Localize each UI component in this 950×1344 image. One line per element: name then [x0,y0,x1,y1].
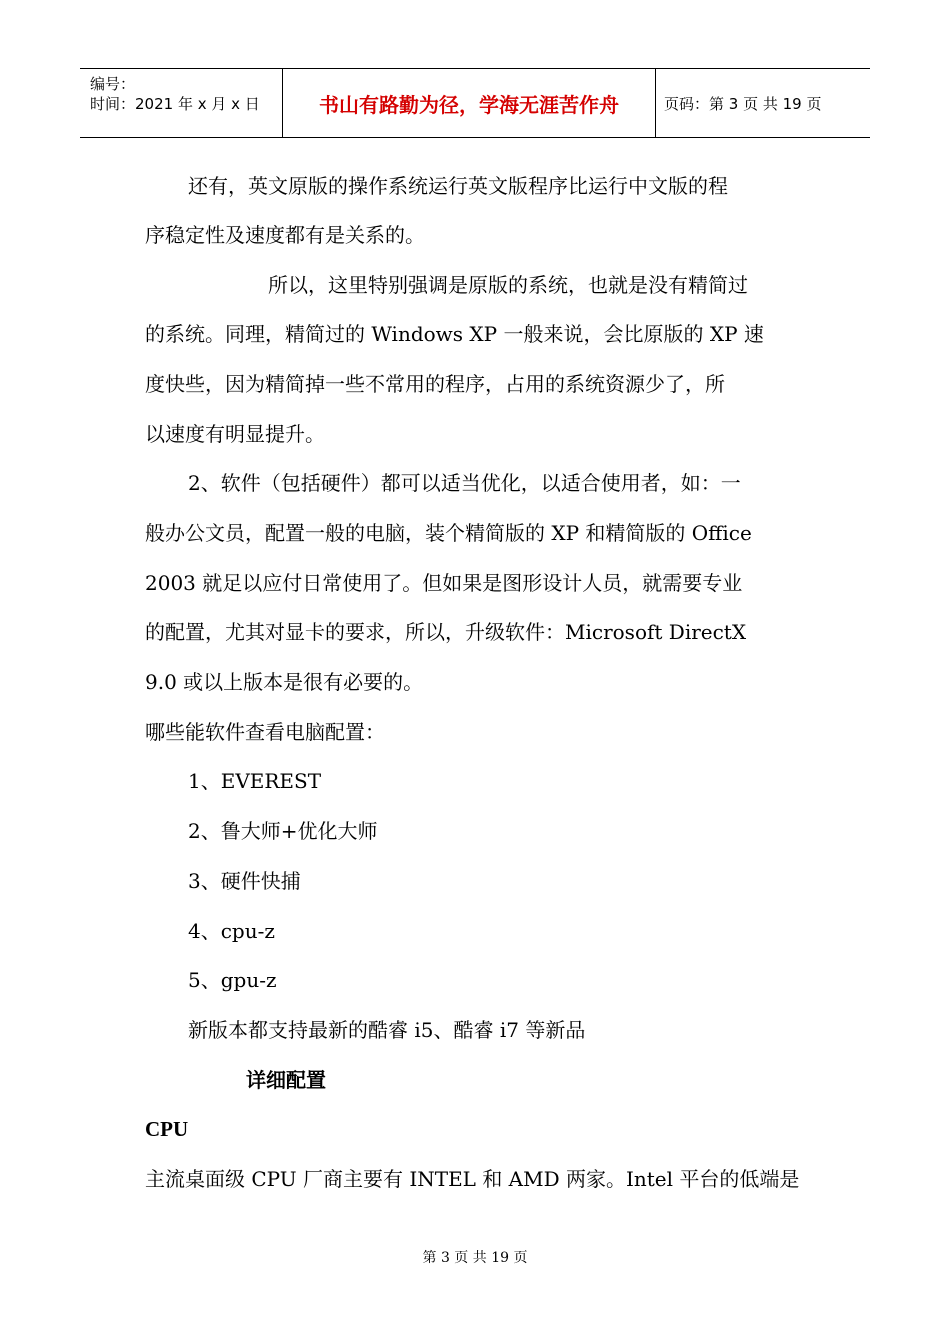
paragraph-line: 的配置，尤其对显卡的要求，所以，升级软件：Microsoft DirectX [145,620,747,644]
header-meta-cell [80,69,282,137]
subsection-heading: CPU [145,1117,189,1141]
paragraph-line: 2003 就足以应付日常使用了。但如果是图形设计人员，就需要专业 [145,571,743,595]
header-page-info: 页码：第 3 页 共 19 页 [664,94,822,113]
paragraph-line: 以速度有明显提升。 [145,422,325,446]
paragraph-line: 序稳定性及速度都有是关系的。 [145,223,425,247]
page-footer: 第 3 页 共 19 页 [422,1250,528,1266]
list-item: 1、EVEREST [188,769,322,793]
header-motto-cell [282,69,656,137]
paragraph-line: 主流桌面级 CPU 厂商主要有 INTEL 和 AMD 两家。Intel 平台的低端是 [145,1167,800,1191]
paragraph-line: 还有，英文原版的操作系统运行英文版程序比运行中文版的程 [188,174,728,198]
paragraph-line: 所以，这里特别强调是原版的系统，也就是没有精简过 [268,273,748,297]
paragraph-line: 的系统。同理，精简过的 Windows XP 一般来说，会比原版的 XP 速 [145,322,764,346]
paragraph-line: 度快些，因为精简掉一些不常用的程序，占用的系统资源少了，所 [145,372,725,396]
page-header [80,68,870,138]
list-item: 4、cpu-z [188,919,275,943]
paragraph-line: 9.0 或以上版本是很有必要的。 [145,670,424,694]
document-date-label: 时间：2021 年 x 月 x 日 [90,95,260,113]
paragraph-line: 般办公文员，配置一般的电脑，装个精简版的 XP 和精简版的 Office [145,521,752,545]
section-heading: 详细配置 [246,1068,326,1092]
list-item: 5、gpu-z [188,968,277,992]
list-item: 3、硬件快捕 [188,869,301,893]
paragraph-line: 哪些能软件查看电脑配置： [145,720,385,744]
document-number-label: 编号： [90,75,136,93]
list-item: 2、鲁大师+优化大师 [188,819,378,843]
paragraph-line: 2、软件（包括硬件）都可以适当优化，以适合使用者，如：一 [188,471,741,495]
paragraph-line: 新版本都支持最新的酷睿 i5、酷睿 i7 等新品 [188,1018,586,1042]
header-motto: 书山有路勤为径，学海无涯苦作舟 [319,92,619,117]
header-page-cell [656,69,870,137]
